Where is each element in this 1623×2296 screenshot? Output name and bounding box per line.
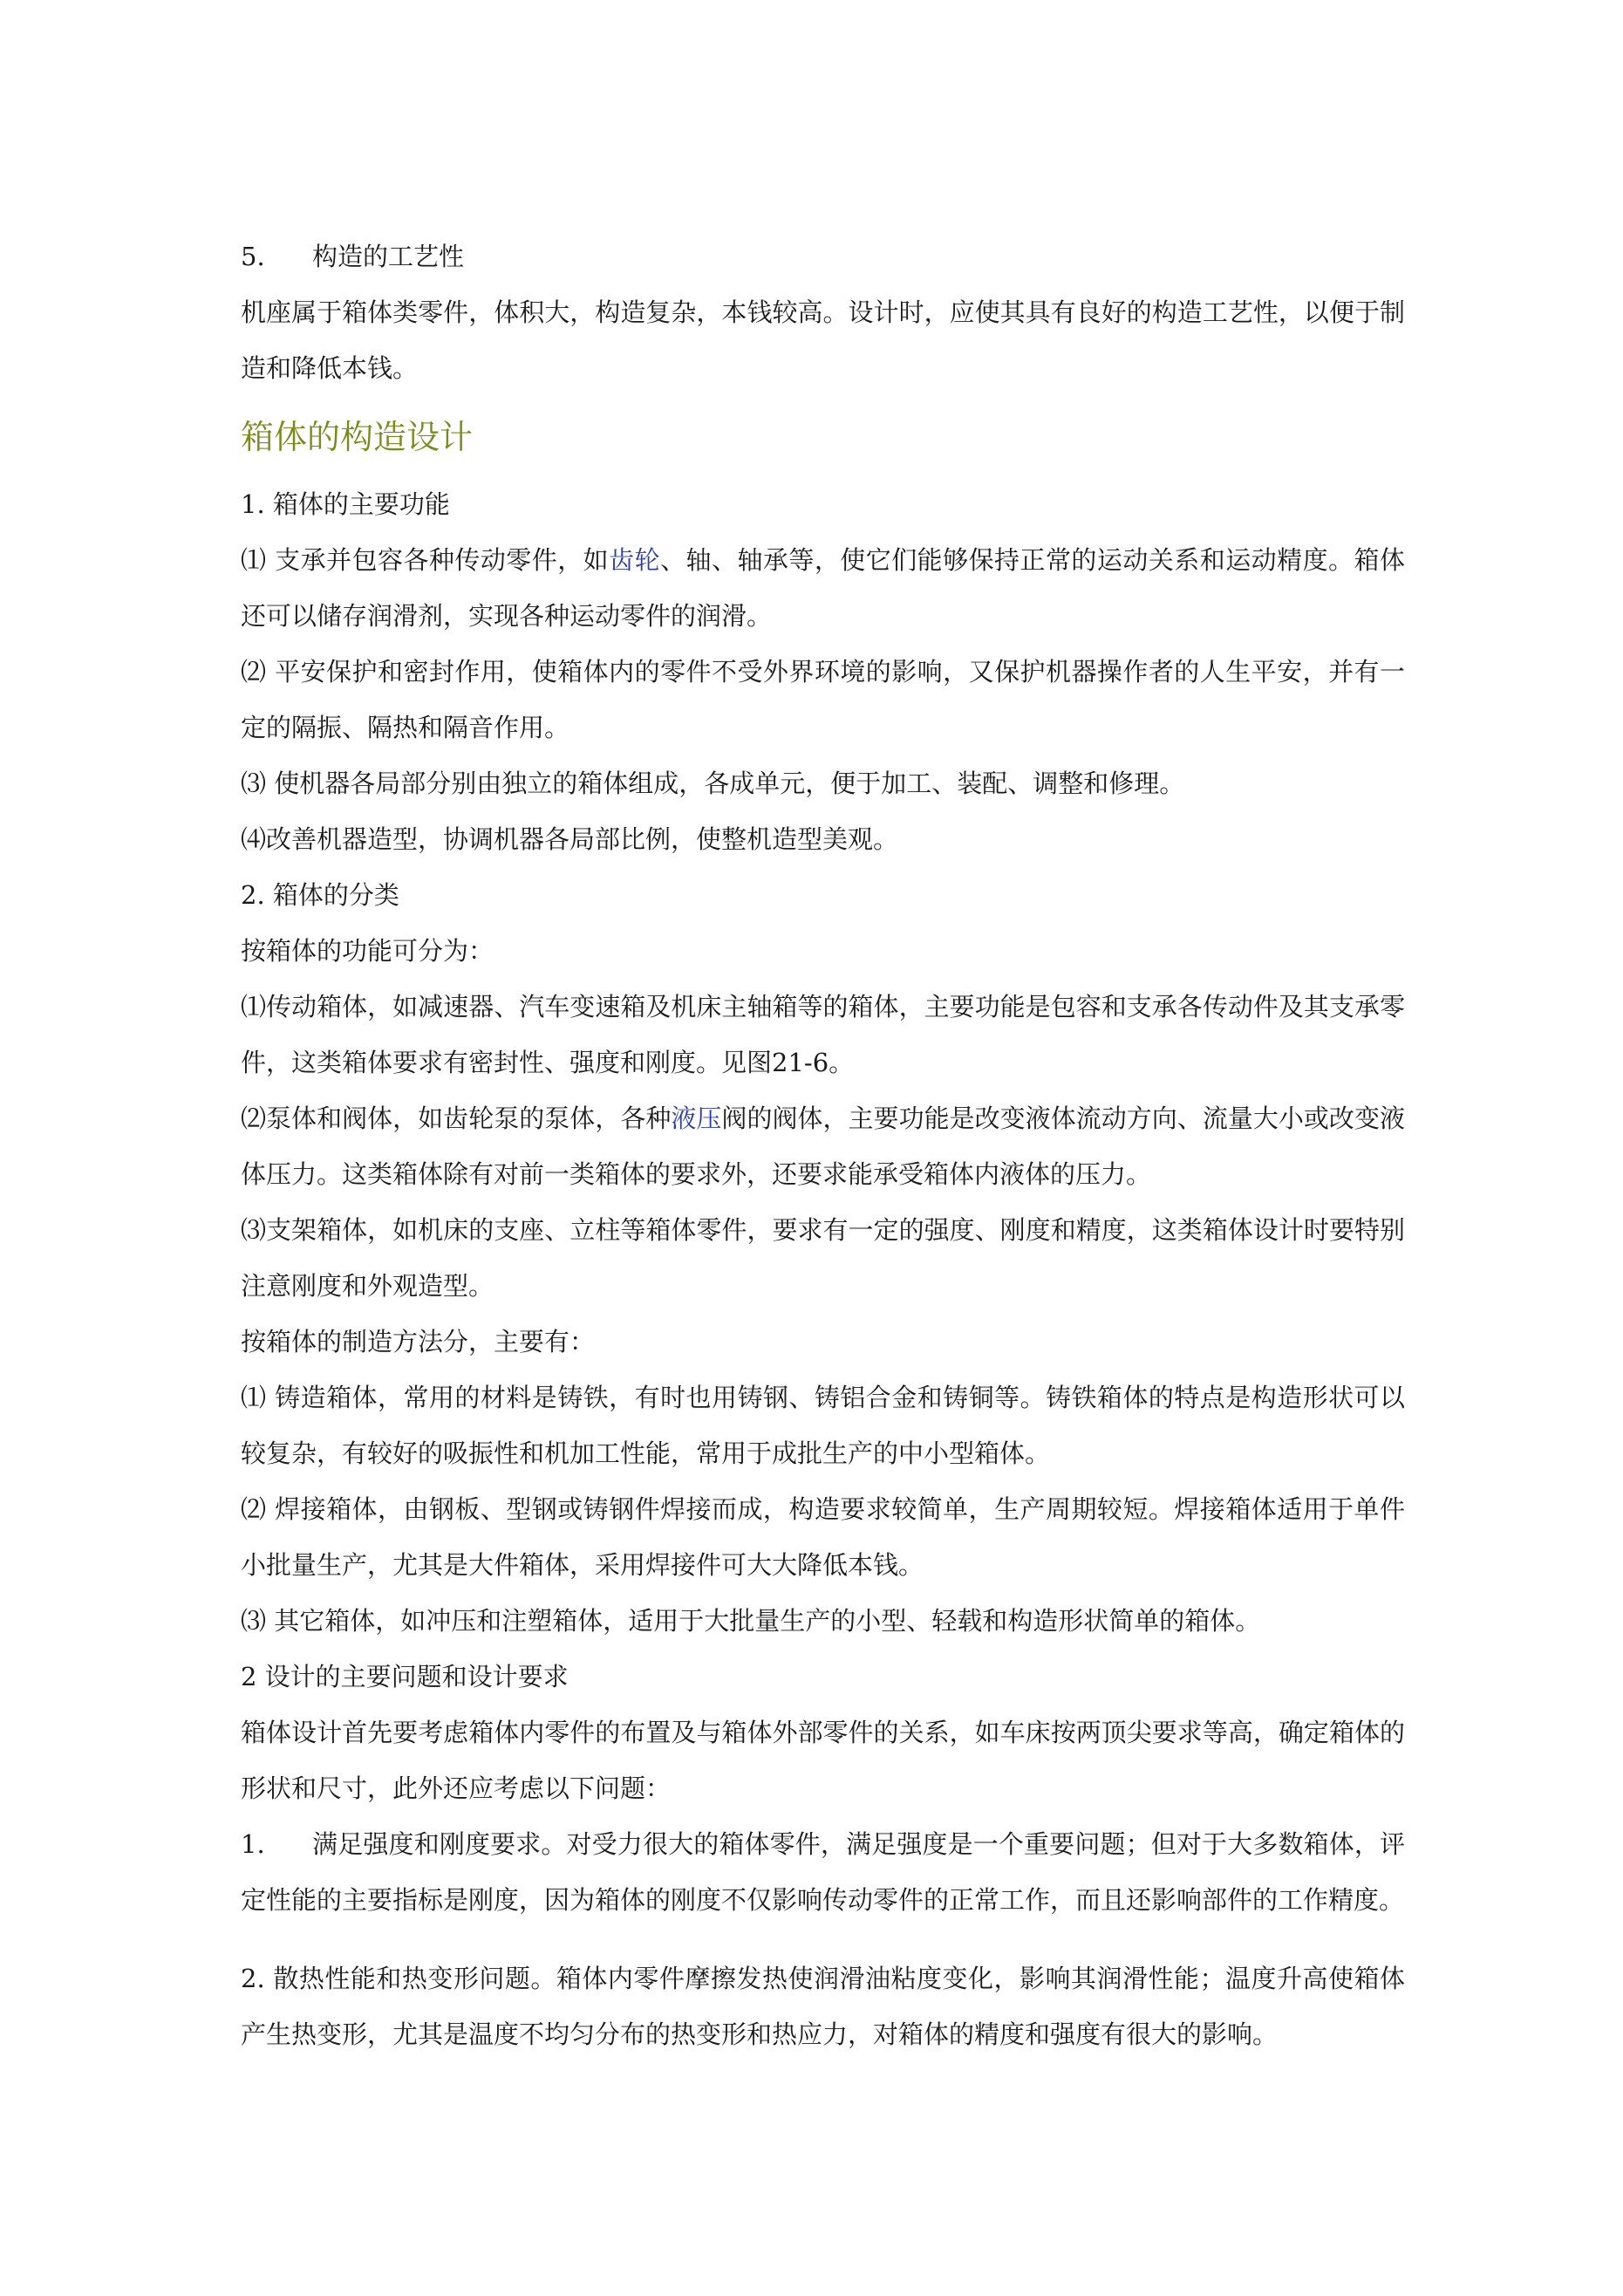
- design-intro: 箱体设计首先要考虑箱体内零件的布置及与箱体外部零件的关系，如车床按两顶尖要求等高，确定箱体的形状和尺寸，此外还应考虑以下问题：: [241, 1718, 1405, 1803]
- classify-function-2-b: 阀的阀体，主要功能是改变液体流动方向、流量大小或改变液体压力。这类箱体除有对前一类箱体的要求外，还要求能承受箱体内液体的压力。: [241, 1104, 1405, 1189]
- classify-title: 2. 箱体的分类: [241, 880, 399, 910]
- func-item-1-a: ⑴ 支承并包容各种传动零件，如: [241, 545, 610, 575]
- classify-method-3: ⑶ 其它箱体，如冲压和注塑箱体，适用于大批量生产的小型、轻载和构造形状简单的箱体。: [241, 1606, 1261, 1636]
- classify-function-3: ⑶支架箱体，如机床的支座、立柱等箱体零件，要求有一定的强度、刚度和精度，这类箱体设计时要特别注意刚度和外观造型。: [241, 1215, 1405, 1301]
- section-5-paragraph: 机座属于箱体类零件，体积大，构造复杂，本钱较高。设计时，应使其具有良好的构造工艺性，以便于制造和降低本钱。: [241, 297, 1405, 383]
- document-page: [241, 229, 1405, 2062]
- section-5-title-text: 构造的工艺性: [312, 242, 465, 271]
- design-requirement-1-number: 1.: [241, 1829, 265, 1859]
- heading-box-design: 箱体的构造设计: [241, 418, 474, 456]
- func-title: 1. 箱体的主要功能: [241, 489, 450, 519]
- func-item-1-b: 、轴、轴承等，使它们能够保持正常的运动关系和运动精度。箱体还可以储存润滑剂，实现各种运动零件的润滑。: [241, 545, 1405, 631]
- func-item-3: ⑶ 使机器各局部分别由独立的箱体组成，各成单元，便于加工、装配、调整和修理。: [241, 769, 1185, 798]
- classify-function-2: [241, 1090, 1405, 1202]
- design-requirement-1-text: 满足强度和刚度要求。对受力很大的箱体零件，满足强度是一个重要问题；但对于大多数箱体，评定性能的主要指标是刚度，因为箱体的刚度不仅影响传动零件的正常工作，而且还影响部件的工作精度。: [241, 1829, 1405, 1915]
- design-title: 2 设计的主要问题和设计要求: [241, 1662, 569, 1691]
- gear-link[interactable]: 齿轮: [609, 545, 661, 575]
- paragraph-gap: [241, 1928, 1405, 1951]
- section-5-number: 5.: [241, 242, 265, 271]
- classify-function-1: ⑴传动箱体，如减速器、汽车变速箱及机床主轴箱等的箱体，主要功能是包容和支承各传动件及其支承零件，这类箱体要求有密封性、强度和刚度。见图21-6。: [241, 992, 1405, 1077]
- classify-function-2-a: ⑵泵体和阀体，如齿轮泵的泵体，各种: [241, 1104, 672, 1133]
- classify-method-1: ⑴ 铸造箱体，常用的材料是铸铁，有时也用铸钢、铸铝合金和铸铜等。铸铁箱体的特点是构造形状可以较复杂，有较好的吸振性和机加工性能，常用于成批生产的中小型箱体。: [241, 1383, 1405, 1468]
- func-item-1: [241, 532, 1405, 644]
- classify-method-2: ⑵ 焊接箱体，由钢板、型钢或铸钢件焊接而成，构造要求较简单，生产周期较短。焊接箱体适用于单件小批量生产，尤其是大件箱体，采用焊接件可大大降低本钱。: [241, 1494, 1405, 1580]
- section-5-title: [241, 229, 1405, 284]
- hydraulic-link[interactable]: 液压: [671, 1104, 722, 1133]
- design-requirement-1: [241, 1816, 1405, 1928]
- func-item-4: ⑷改善机器造型，协调机器各局部比例，使整机造型美观。: [241, 824, 899, 854]
- func-item-2: ⑵ 平安保护和密封作用，使箱体内的零件不受外界环境的影响，又保护机器操作者的人生平安，并有一定的隔振、隔热和隔音作用。: [241, 657, 1405, 742]
- design-requirement-2: 2. 散热性能和热变形问题。箱体内零件摩擦发热使润滑油粘度变化，影响其润滑性能；温度升高使箱体产生热变形，尤其是温度不均匀分布的热变形和热应力，对箱体的精度和强度有很大的影响。: [241, 1964, 1405, 2049]
- classify-by-method: 按箱体的制造方法分，主要有：: [241, 1327, 596, 1356]
- classify-by-function: 按箱体的功能可分为：: [241, 936, 494, 966]
